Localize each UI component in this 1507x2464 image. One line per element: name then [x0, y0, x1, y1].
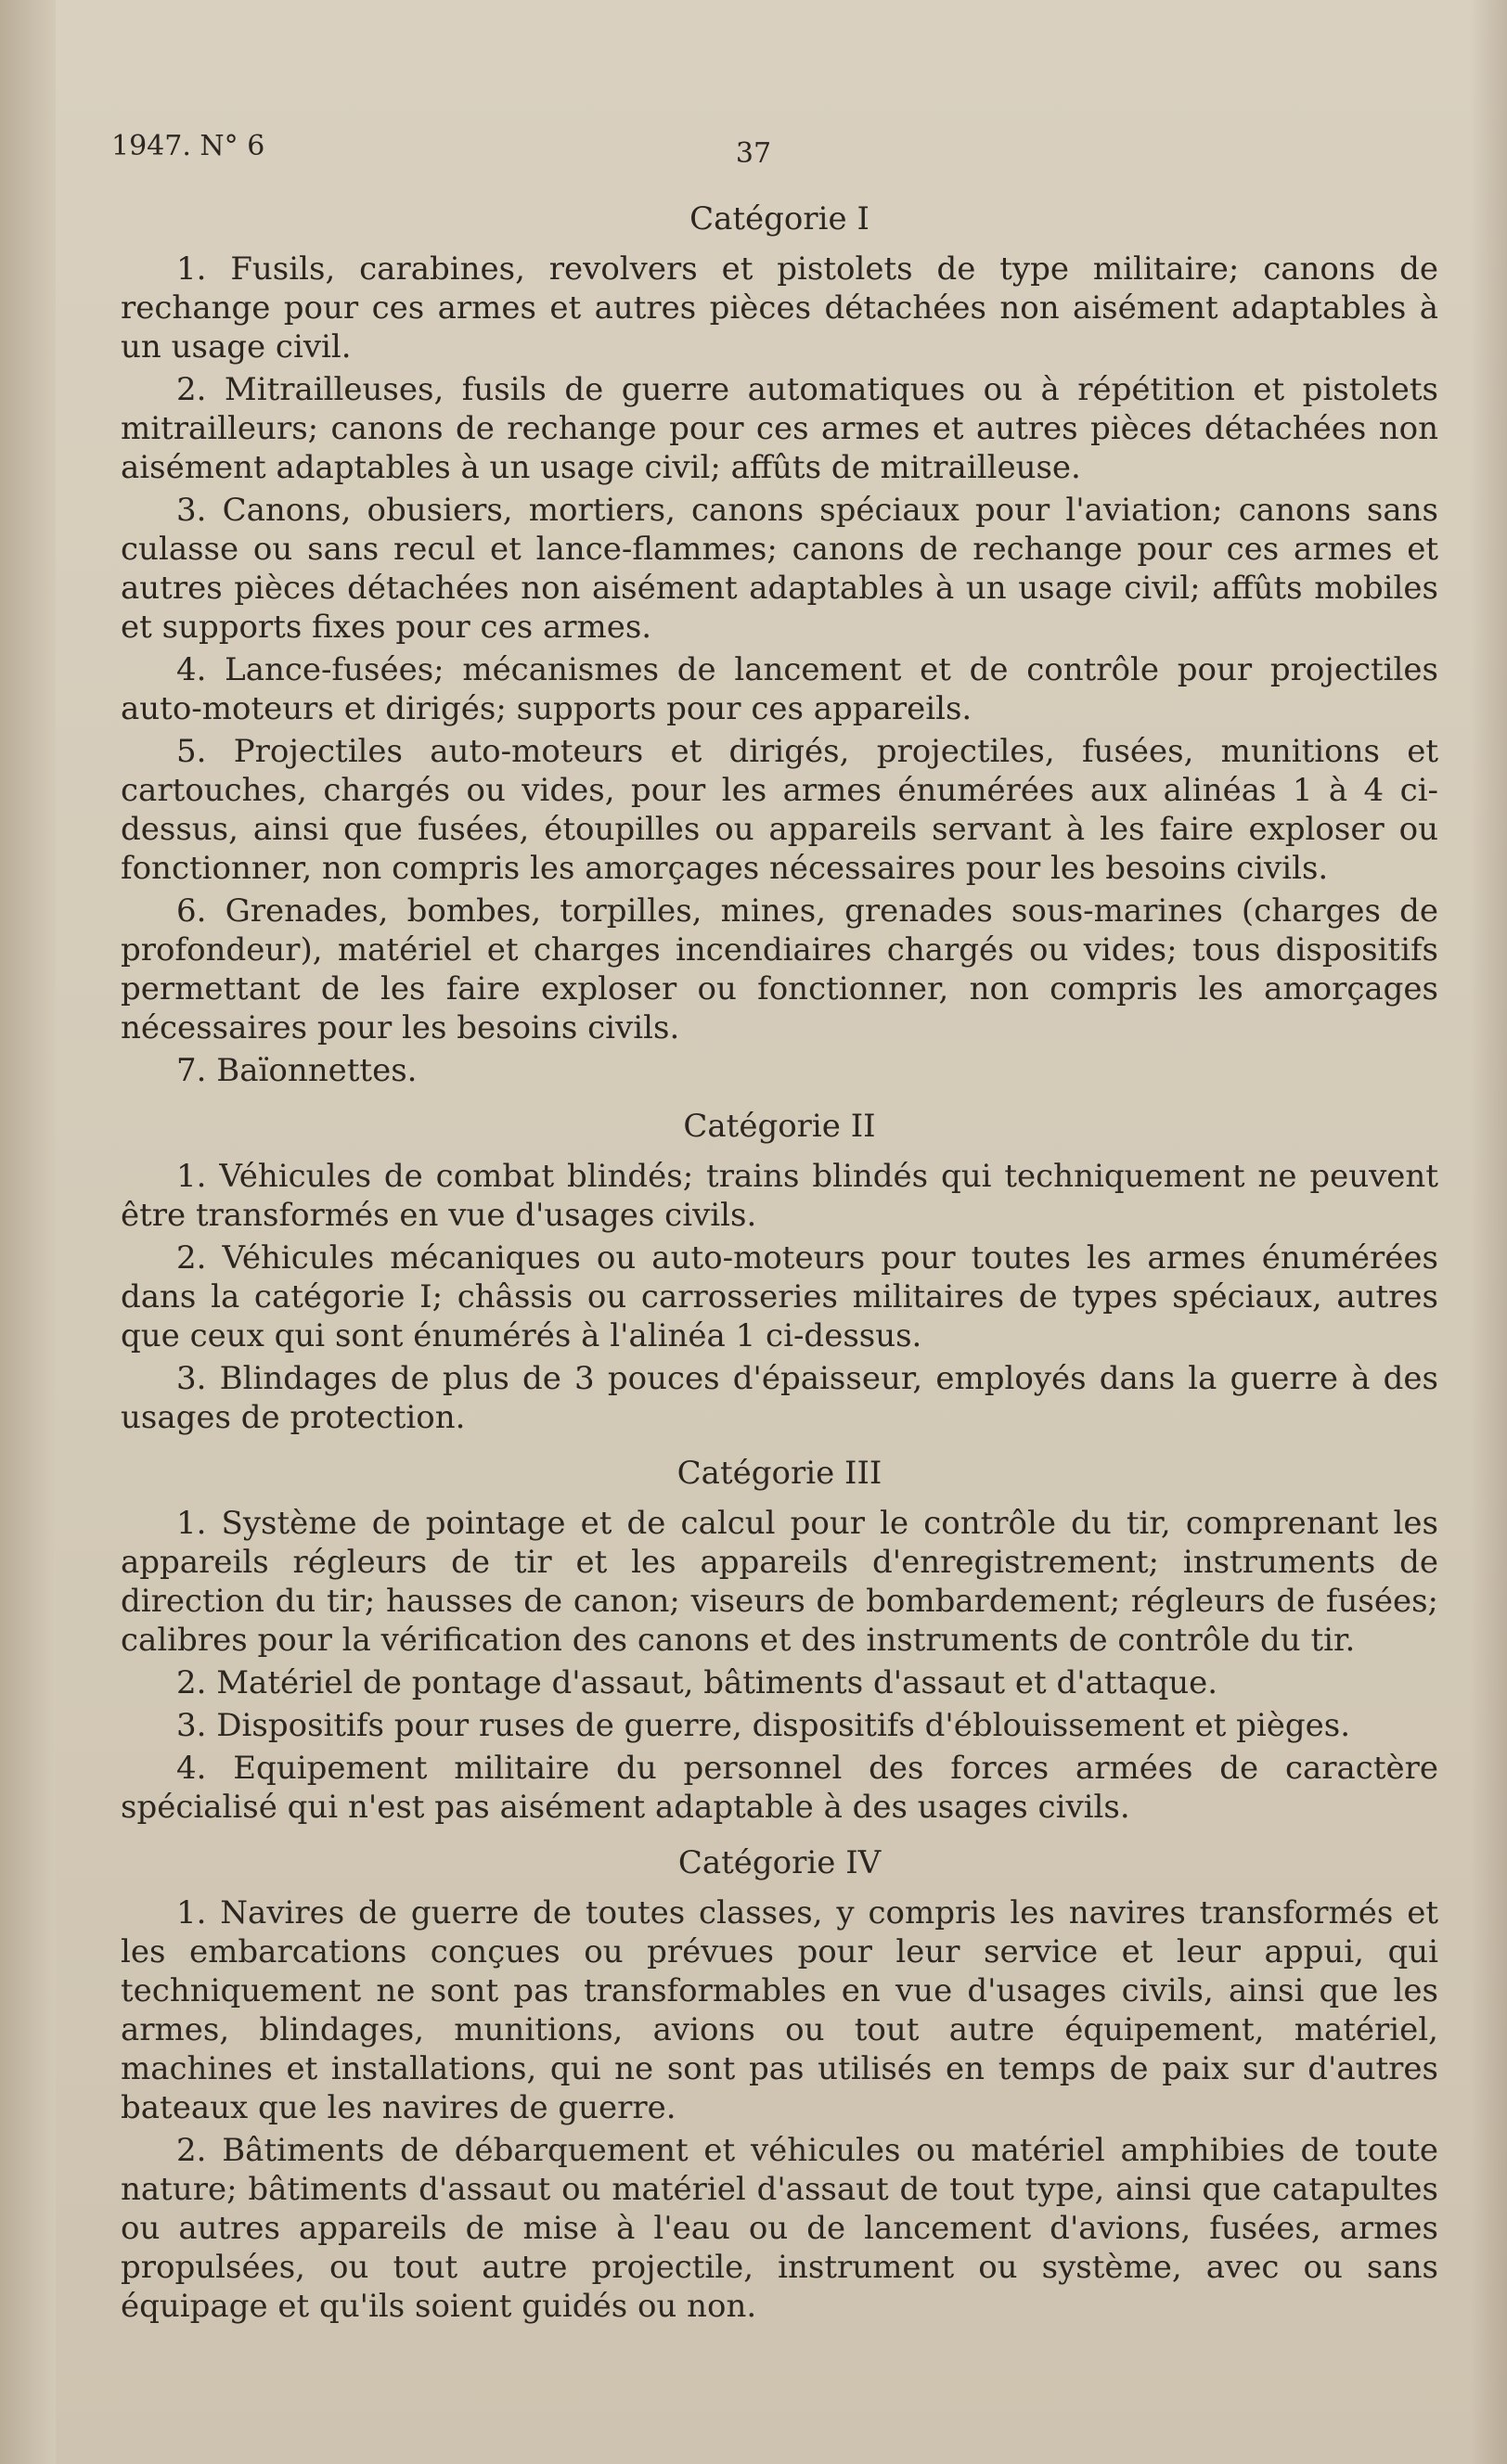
list-item: 2. Matériel de pontage d'assaut, bâtiments d'assaut et d'attaque. — [176, 1664, 1218, 1701]
list-item: 2. Bâtiments de débarquement et véhicules ou matériel amphibies de toute nature; bâtiments d'assaut ou matériel d'assaut de tout type, ainsi que catapultes ou autres appareils de mise à l'eau ou de lancement d'avions, fusées, armes propulsées, ou tout autre projectile, instrument ou système, avec ou sans équipage et qu'ils soient guidés ou non. — [121, 2132, 1438, 2325]
page-header — [111, 130, 1396, 176]
list-item: 2. Véhicules mécaniques ou auto-moteurs pour toutes les armes énumérées dans la catégorie I; châssis ou carrosseries militaires de types spéciaux, autres que ceux qui sont énumérés à l'alinéa 1 ci-dessus. — [121, 1239, 1438, 1354]
section-categorie-3 — [121, 1454, 1438, 1827]
book-spine-shadow — [0, 0, 56, 2464]
section-categorie-4 — [121, 1843, 1438, 2326]
section-categorie-2 — [121, 1107, 1438, 1437]
list-item: 4. Equipement militaire du personnel des forces armées de caractère spécialisé qui n'est pas aisément adaptable à des usages civils. — [121, 1750, 1438, 1826]
section-title: Catégorie III — [676, 1455, 882, 1492]
list-item: 4. Lance-fusées; mécanismes de lancement et de contrôle pour projectiles auto-moteurs et dirigés; supports pour ces appareils. — [121, 651, 1438, 727]
page-number: 37 — [735, 137, 772, 170]
list-item: 6. Grenades, bombes, torpilles, mines, grenades sous-marines (charges de profondeur), matériel et charges incendiaires chargés ou vides; tous dispositifs permettant de les faire exploser ou fonctionner, non compris les amorçages nécessaires pour les besoins civils. — [121, 892, 1438, 1046]
page-edge-shadow — [1470, 0, 1507, 2464]
section-title: Catégorie IV — [677, 1844, 882, 1881]
list-item: 1. Système de pointage et de calcul pour le contrôle du tir, comprenant les appareils régleurs de tir et les appareils d'enregistrement; instruments de direction du tir; hausses de canon; viseurs de bombardement; régleurs de fusées; calibres pour la vérification des canons et des instruments de contrôle du tir. — [121, 1505, 1438, 1659]
list-item: 1. Véhicules de combat blindés; trains blindés qui techniquement ne peuvent être transformés en vue d'usages civils. — [121, 1158, 1438, 1234]
list-item: 3. Canons, obusiers, mortiers, canons spéciaux pour l'aviation; canons sans culasse ou sans recul et lance-flammes; canons de rechange pour ces armes et autres pièces détachées non aisément adaptables à un usage civil; affûts mobiles et supports fixes pour ces armes. — [121, 492, 1438, 646]
list-item: 3. Blindages de plus de 3 pouces d'épaisseur, employés dans la guerre à des usages de protection. — [121, 1360, 1438, 1436]
header-year-number: 1947. N° 6 — [111, 130, 265, 162]
list-item: 7. Baïonnettes. — [176, 1052, 418, 1089]
list-item: 5. Projectiles auto-moteurs et dirigés, projectiles, fusées, munitions et cartouches, chargés ou vides, pour les armes énumérées aux alinéas 1 à 4 ci-dessus, ainsi que fusées, étoupilles ou appareils servant à les faire exploser ou fonctionner, non compris les amorçages nécessaires pour les besoins civils. — [121, 733, 1438, 887]
list-item: 2. Mitrailleuses, fusils de guerre automatiques ou à répétition et pistolets mitrailleurs; canons de rechange pour ces armes et autres pièces détachées non aisément adaptables à un usage civil; affûts de mitrailleuse. — [121, 371, 1438, 486]
list-item: 1. Fusils, carabines, revolvers et pistolets de type militaire; canons de rechange pour ces armes et autres pièces détachées non aisément adaptables à un usage civil. — [121, 250, 1438, 366]
document-body — [121, 199, 1438, 2329]
list-item: 3. Dispositifs pour ruses de guerre, dispositifs d'éblouissement et pièges. — [176, 1707, 1351, 1744]
section-categorie-1 — [121, 199, 1438, 1090]
list-item: 1. Navires de guerre de toutes classes, y compris les navires transformés et les embarcations conçues ou prévues pour leur service et leur appui, qui techniquement ne sont pas transformables en vue d'usages civils, ainsi que les armes, blindages, munitions, avions ou tout autre équipement, matériel, machines et installations, qui ne sont pas utilisés en temps de paix sur d'autres bateaux que les navires de guerre. — [121, 1894, 1438, 2126]
section-title: Catégorie I — [689, 200, 869, 237]
section-title: Catégorie II — [683, 1108, 876, 1145]
